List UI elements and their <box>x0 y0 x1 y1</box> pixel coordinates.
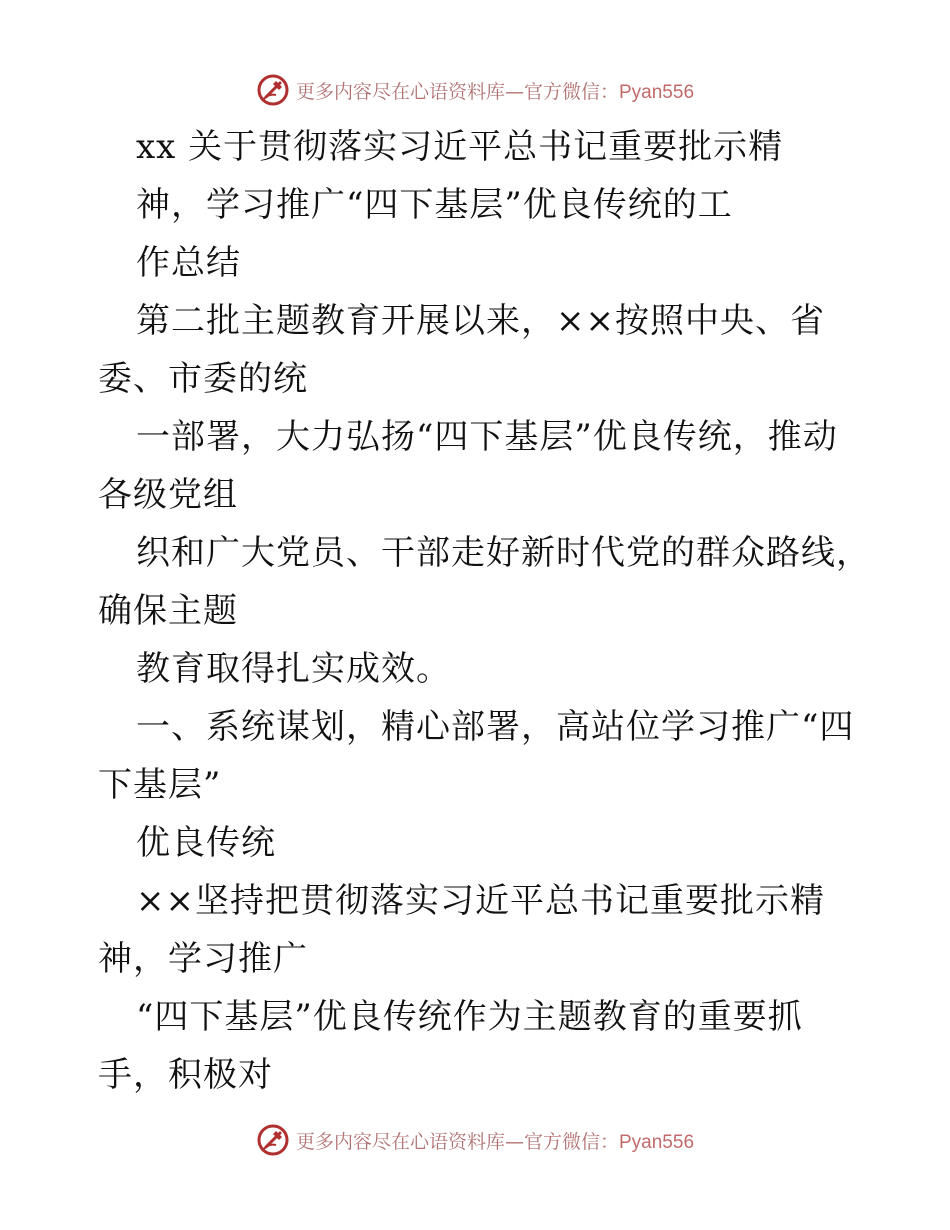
document-line: 一部署，大力弘扬“四下基层”优良传统，推动 <box>136 417 838 457</box>
document-line: 教育取得扎实成效。 <box>136 649 451 689</box>
document-line: 神，学习推广 <box>98 939 308 979</box>
footer-banner-label: 更多内容尽在心语资料库—官方微信： <box>295 1130 619 1153</box>
header-banner-id: Pyan556 <box>619 81 695 103</box>
document-line: xx 关于贯彻落实习近平总书记重要批示精 <box>136 127 784 167</box>
document-line: 各级党组 <box>98 475 238 515</box>
document-line: 神，学习推广“四下基层”优良传统的工 <box>136 185 733 225</box>
document-line: 一、系统谋划，精心部署，高站位学习推广“四 <box>136 707 855 747</box>
document-line: ××坚持把贯彻落实习近平总书记重要批示精 <box>136 881 825 921</box>
footer-banner <box>0 1120 950 1160</box>
document-line: 手，积极对 <box>98 1055 273 1095</box>
logo-icon <box>256 1123 290 1157</box>
document-line: “四下基层”优良传统作为主题教育的重要抓 <box>136 997 803 1037</box>
document-line: 委、市委的统 <box>98 359 308 399</box>
document-body <box>98 118 871 1104</box>
header-banner-label: 更多内容尽在心语资料库—官方微信： <box>295 80 619 103</box>
document-line: 作总结 <box>136 243 241 283</box>
footer-banner-id: Pyan556 <box>619 1131 695 1153</box>
header-banner <box>0 70 950 110</box>
logo-icon <box>256 73 290 107</box>
document-line: 第二批主题教育开展以来，××按照中央、省 <box>136 301 825 341</box>
document-line: 确保主题 <box>98 591 238 631</box>
header-banner-text <box>296 77 694 104</box>
document-line: 优良传统 <box>136 823 276 863</box>
document-line: 下基层” <box>98 765 222 805</box>
document-line: 织和广大党员、干部走好新时代党的群众路线， <box>136 533 871 573</box>
footer-banner-text <box>296 1127 694 1154</box>
